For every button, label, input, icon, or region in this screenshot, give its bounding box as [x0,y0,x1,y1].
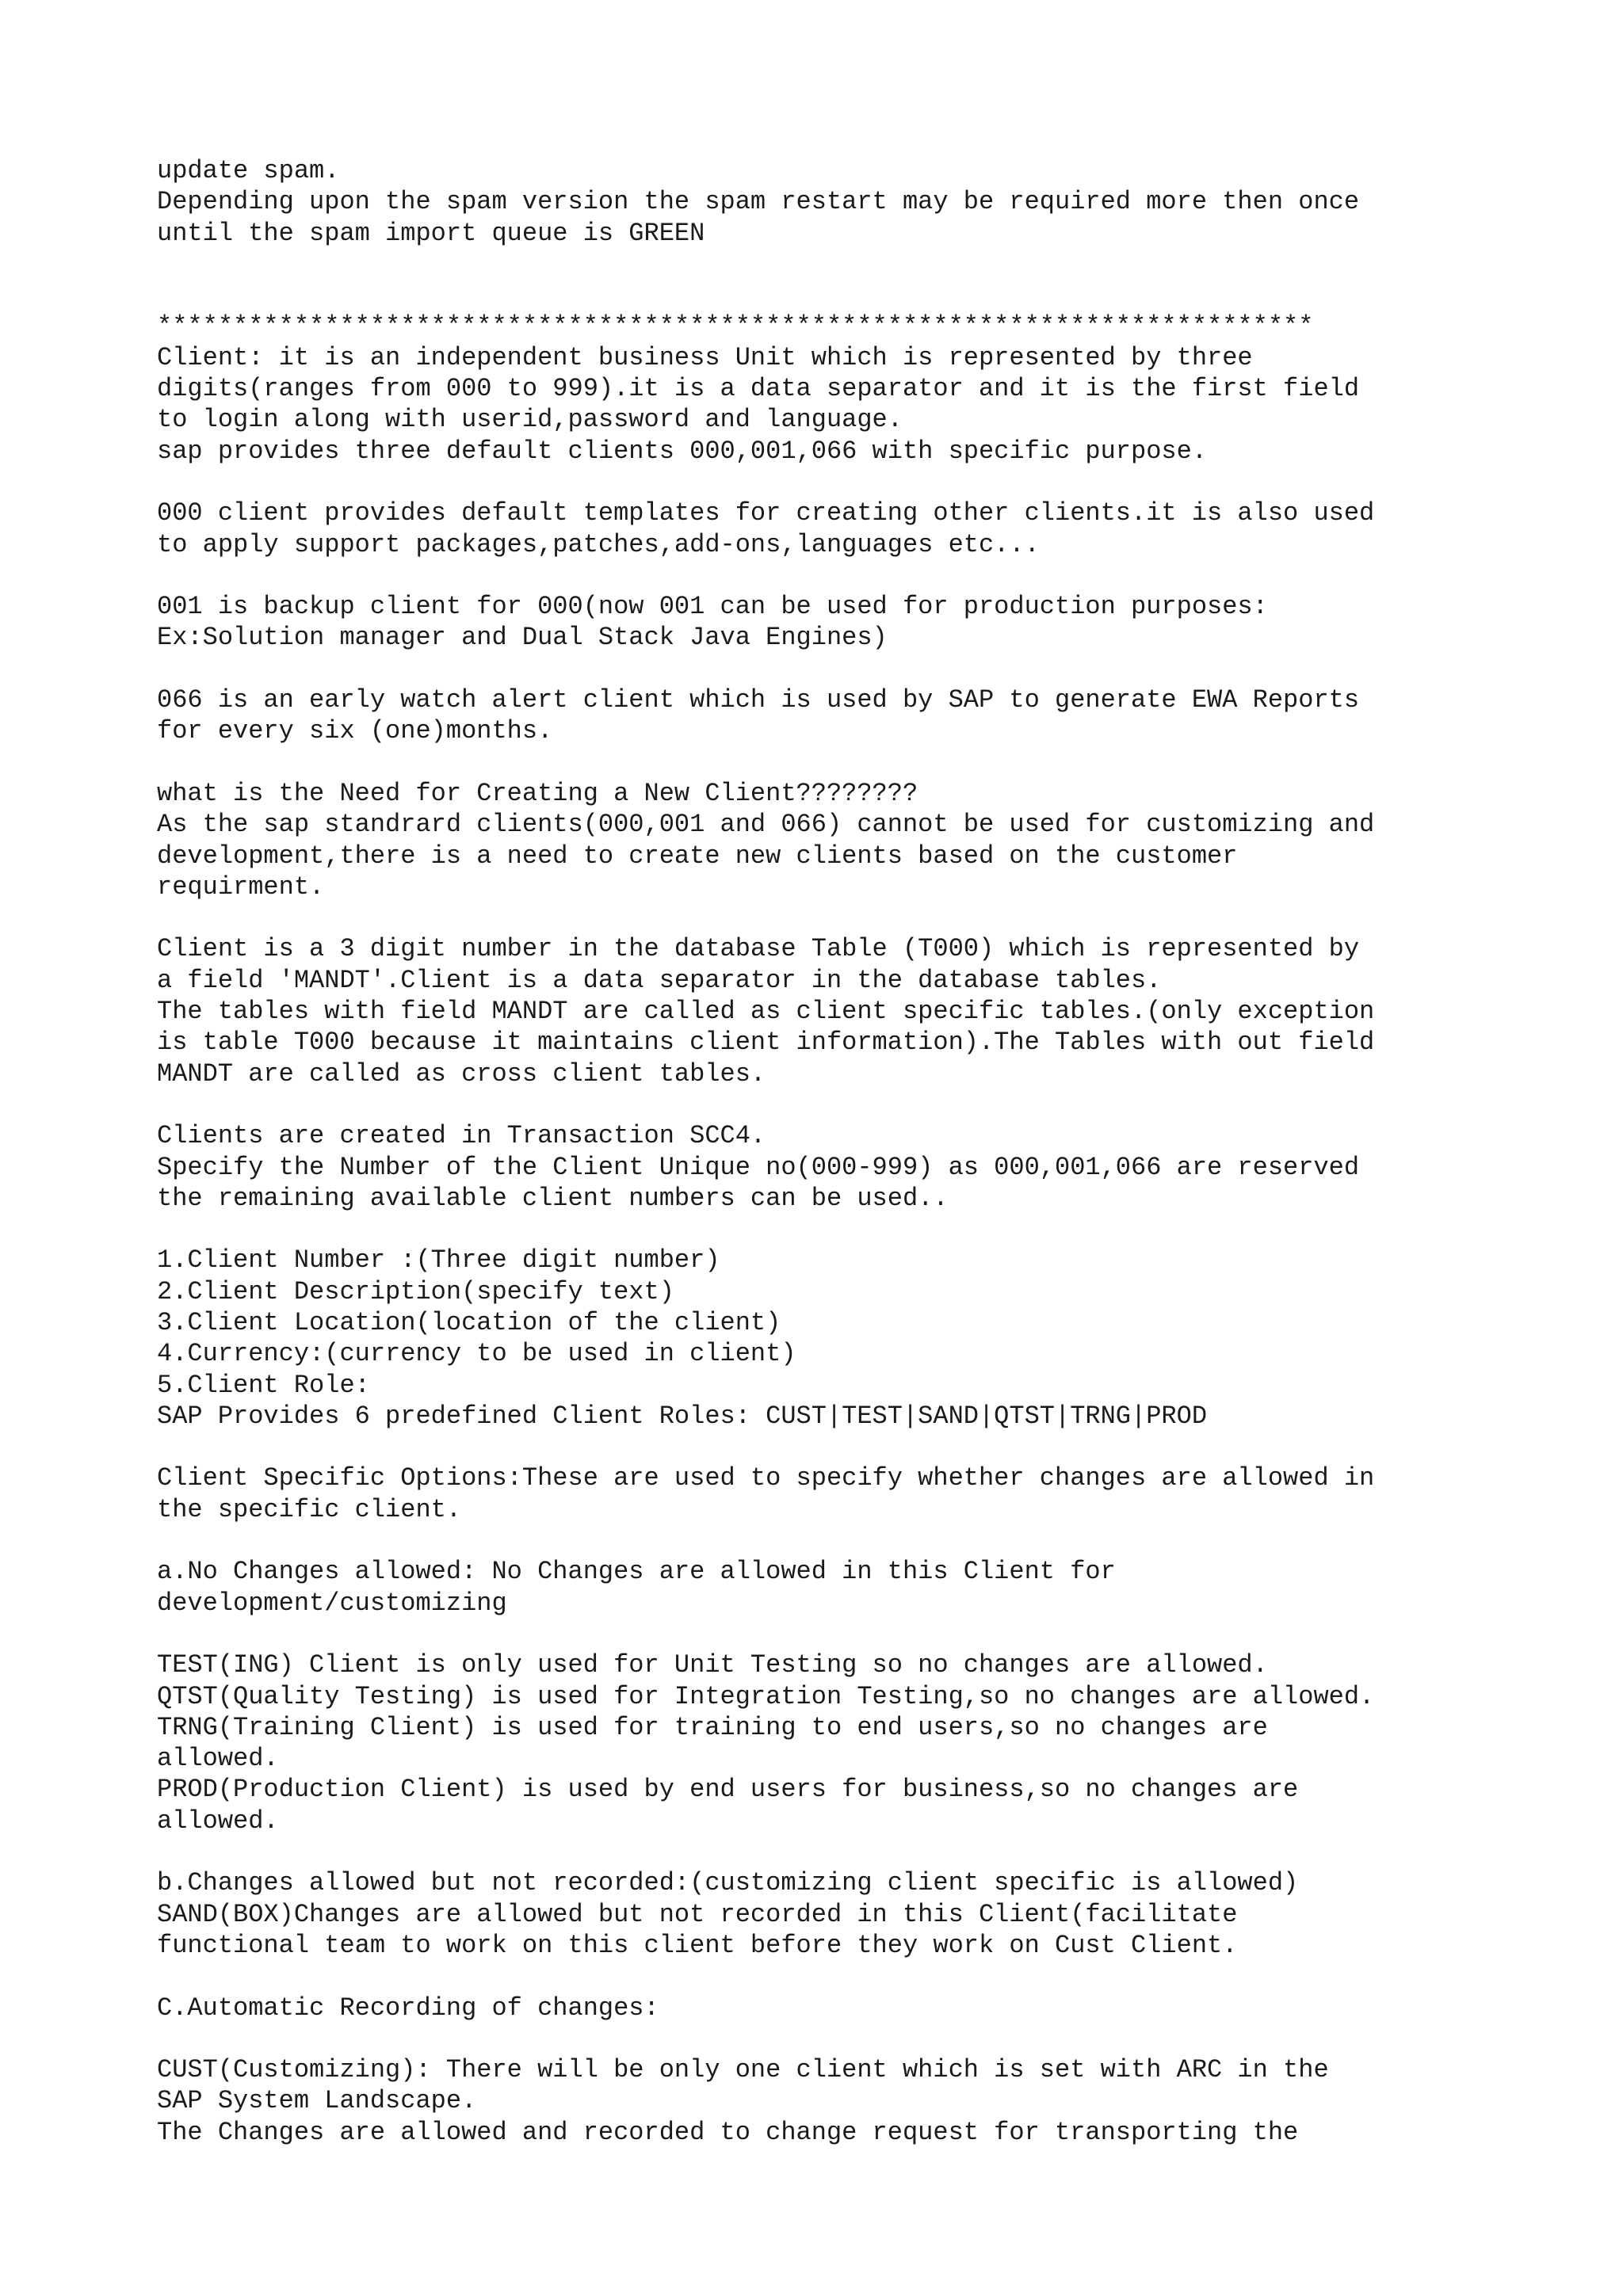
text-line: C.Automatic Recording of changes: [157,1993,659,2023]
text-line: the remaining available client numbers can be used.. [157,1183,949,1213]
text-line: Ex:Solution manager and Dual Stack Java Engines) [157,623,888,653]
text-line: 1.Client Number :(Three digit number) [157,1245,720,1276]
blank-line [157,1214,1599,1245]
text-line: development,there is a need to create new clients based on the customer [157,841,1238,871]
text-line: for every six (one)months. [157,716,553,746]
text-line: Depending upon the spam version the spam restart may be required more then once [157,187,1360,217]
text-line: sap provides three default clients 000,001,066 with specific purpose. [157,436,1208,466]
blank-line [157,902,1599,933]
text-line: to apply support packages,patches,add-ons,languages etc... [157,529,1040,559]
text-line: The tables with field MANDT are called as client specific tables.(only exception [157,997,1375,1027]
blank-line [157,1836,1599,1867]
text-line: SAND(BOX)Changes are allowed but not recorded in this Client(facilitate [157,1899,1238,1929]
text-line: functional team to work on this client before they work on Cust Client. [157,1930,1238,1960]
text-line: Client: it is an independent business Unit which is represented by three [157,342,1253,372]
blank-line [157,2023,1599,2054]
text-line: 4.Currency:(currency to be used in client) [157,1339,796,1369]
text-line: MANDT are called as cross client tables. [157,1058,766,1089]
blank-line [157,1525,1599,1556]
text-line: 3.Client Location(location of the client) [157,1307,781,1337]
text-line: 066 is an early watch alert client which is used by SAP to generate EWA Reports [157,685,1360,715]
text-line: 2.Client Description(specify text) [157,1276,674,1306]
text-line: SAP System Landscape. [157,2086,477,2116]
text-line: allowed. [157,1806,279,1836]
blank-line [157,280,1599,311]
text-line: PROD(Production Client) is used by end users for business,so no changes are [157,1775,1299,1805]
text-line: development/customizing [157,1588,507,1618]
text-line: the specific client. [157,1494,462,1524]
text-line: b.Changes allowed but not recorded:(customizing client specific is allowed) [157,1868,1299,1898]
text-line: Client is a 3 digit number in the database Table (T000) which is represented by [157,934,1360,964]
text-line: 001 is backup client for 000(now 001 can be used for production purposes: [157,592,1268,622]
text-line: TEST(ING) Client is only used for Unit Testing so no changes are allowed. [157,1650,1268,1680]
blank-line [157,1432,1599,1463]
blank-line [157,747,1599,778]
text-line: **************************************************************************** [157,311,1314,341]
text-line: CUST(Customizing): There will be only one client which is set with ARC in the [157,2055,1329,2085]
blank-line [157,1961,1599,1992]
text-line: As the sap standrard clients(000,001 and 066) cannot be used for customizing and [157,810,1375,840]
text-line: Client Specific Options:These are used to specify whether changes are allowed in [157,1463,1375,1493]
text-line: a.No Changes allowed: No Changes are allowed in this Client for [157,1557,1116,1587]
text-line: a field 'MANDT'.Client is a data separator in the database tables. [157,965,1162,995]
text-line: 5.Client Role: [157,1370,370,1400]
text-line: what is the Need for Creating a New Client???????? [157,778,918,808]
blank-line [157,654,1599,685]
text-line: The Changes are allowed and recorded to change request for transporting the [157,2117,1299,2147]
blank-line [157,249,1599,280]
text-line: 000 client provides default templates for creating other clients.it is also used [157,498,1375,528]
blank-line [157,1619,1599,1650]
text-line: update spam. [157,156,340,185]
text-line: SAP Provides 6 predefined Client Roles: CUST|TEST|SAND|QTST|TRNG|PROD [157,1401,1208,1431]
text-line: requirment. [157,871,325,902]
text-line: Clients are created in Transaction SCC4. [157,1121,766,1151]
document-body [157,155,1599,2148]
text-line: is table T000 because it maintains client information).The Tables with out field [157,1028,1375,1058]
blank-line [157,1089,1599,1120]
text-line: QTST(Quality Testing) is used for Integration Testing,so no changes are allowed. [157,1681,1375,1711]
text-line: Specify the Number of the Client Unique no(000-999) as 000,001,066 are reserved [157,1152,1360,1182]
text-line: TRNG(Training Client) is used for training to end users,so no changes are [157,1712,1268,1742]
blank-line [157,467,1599,498]
blank-line [157,560,1599,591]
text-line: to login along with userid,password and language. [157,405,903,435]
text-line: allowed. [157,1744,279,1774]
text-line: digits(ranges from 000 to 999).it is a data separator and it is the first field [157,374,1360,404]
text-line: until the spam import queue is GREEN [157,218,705,248]
